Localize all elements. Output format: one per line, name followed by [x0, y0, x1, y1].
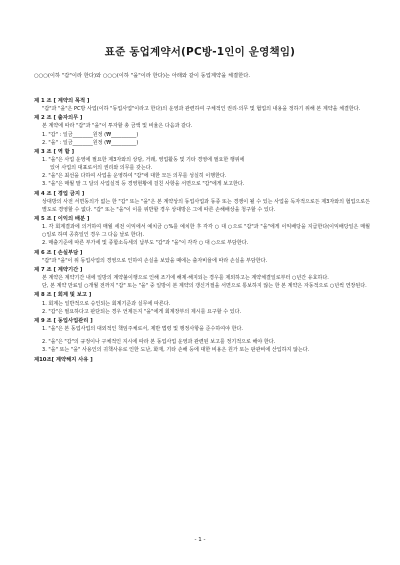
article-text: 단, 본 계약 만료일 ○개월 전까지 "갑" 또는 "을" 중 일방이 본 계약의 갱신거절을 서면으로 통보하지 않는 한 본 계약은 자동적으로 ○년씩 연장된다.: [42, 283, 367, 290]
article-heading: 제 2 조 [ 출자의무 ]: [34, 115, 83, 122]
article-item: 2. "갑"은 필요하다고 판단되는 경우 언제든지 "을"에게 회계장부의 제시를 요구할 수 있다.: [42, 308, 242, 315]
article-heading: 제 1 조 [ 계약의 목적 ]: [34, 98, 90, 104]
article-item-continued: 있어 사업의 대표로서의 권리와 의무를 갖는다.: [50, 165, 153, 172]
article-heading: 제 9 조 [ 동업사업관리 ]: [34, 317, 93, 324]
article-item: 2. 매출기준에 따른 부가세 및 종합소득세의 납부도 "갑"과 "을"이 각각 ○ 대 ○으로 부담한다.: [42, 240, 249, 247]
page-number: - 1 -: [194, 537, 206, 543]
article-item: 2. "을"은 "갑"의 규정이나 구체적인 지시에 따라 본 동업사업 운영과 관련된 보고를 정기적으로 해야 한다.: [42, 339, 276, 346]
article-text: "갑"과 "을"이 위 동업사업의 경영으로 인하여 손실을 보았을 때에는 출자비율에 따라 손실을 부담한다.: [42, 257, 268, 264]
intro-paragraph: ○○○(이하 "갑"이라 한다)와 ○○○(이하 "을"이라 한다)는 아래와 같이 동업계약을 체결한다.: [34, 73, 251, 79]
article-heading: 제 8 조 [ 회계 및 보고 ]: [34, 292, 92, 299]
investment-item: 2. "을" : 일금________원정 (₩__________): [42, 139, 139, 146]
article-3: [34, 148, 370, 188]
article-heading: 제10조[ 계약해지 사유 ]: [34, 356, 93, 363]
article-text: 상대방의 사전 서면동의가 없는 한 "갑" 또는 "을"은 본 계약상의 동업사업과 동종 또는 경쟁이 될 수 있는 사업을 독자적으로든 제3자와의 협업으로든 별도로 경영할 수 없다. "갑" 또는 "을"이 이를 위반할 경우 상대방은 그에 따른 손해배상을 청구할 수 있다.: [42, 198, 370, 213]
article-item: 1. "을"은 본 동업사업의 대외적인 책임주체로서, 제반 법령 및 행정사항을 준수하여야 한다.: [42, 326, 243, 333]
article-7: [34, 266, 370, 290]
article-5: [34, 215, 370, 247]
article-heading: 제 5 조 [ 이익의 배분 ]: [34, 216, 90, 223]
article-4: [34, 190, 370, 214]
article-6: [34, 249, 370, 265]
article-text: "갑"과 "을"은 PC방 사업(이하 "동업사업"이라고 한다)의 운영과 관련하여 구체적인 권리·의무 및 협업의 내용을 정하기 위해 본 계약을 체결한다.: [42, 106, 361, 113]
article-item: 1. "을"은 사업 운영에 필요한 제3자와의 상담, 거래, 영업활동 및 기타 경영에 필요한 행위에: [42, 157, 245, 164]
article-item: 1. 회계는 일반적으로 승인되는 회계기준과 실무에 따른다.: [42, 300, 171, 307]
article-heading: 제 7 조 [ 계약기간 ]: [34, 267, 83, 273]
article-item: 3. "을" 또는 "을" 사용인의 귀책사유로 인한 도난, 화재, 기타 손해 등에 대한 비용은 원가 또는 판관비에 산입하지 않는다.: [42, 347, 310, 354]
article-heading: 제 6 조 [ 손실부담 ]: [34, 249, 83, 256]
article-9: [34, 317, 370, 354]
article-text: 본 계약은 계약기간 내에 일방의 계약불이행으로 인해 조기에 해제·해지되는 경우를 제외하고는 계약체결일로부터 ○년간 유효하다.: [42, 275, 329, 282]
articles: [34, 97, 370, 365]
article-item: 1. 각 회계결과에 의거하여 매월 세전 이익에서 예치금 ○%를 예치한 후 각각 ○ 대 ○으로 "갑"과 "을"에게 이익배당을 지급한다(이익배당일은 매월 ○일로 하며 공휴일인 경우 그 다음 날로 한다).: [42, 224, 370, 239]
article-heading: 제 3 조 [ 역 할 ]: [34, 148, 75, 155]
document-title: 표준 동업계약서(PC방-1인이 운영책임): [104, 46, 296, 58]
article-heading: 제 4 조 [ 경업 금지 ]: [34, 190, 85, 197]
article-item: 3. "을"은 매월 말 그 달의 사업실적 등 경영현황에 걸친 사항을 서면으로 "갑"에게 보고한다.: [42, 181, 245, 188]
article-2: [34, 114, 370, 146]
article-1: [34, 97, 370, 113]
article-text: 본 계약에 따라 "갑"과 "을"이 투자할 총 금액 및 비율은 다음과 같다.: [42, 123, 193, 130]
article-item: 2. "을"은 최선을 다하여 사업을 운영하여 "갑"에 대한 모든 의무를 성실히 이행한다.: [42, 173, 227, 180]
article-8: [34, 291, 370, 315]
investment-item: 1. "갑" : 일금________원정 (₩__________): [42, 131, 139, 138]
article-10: [34, 356, 370, 364]
